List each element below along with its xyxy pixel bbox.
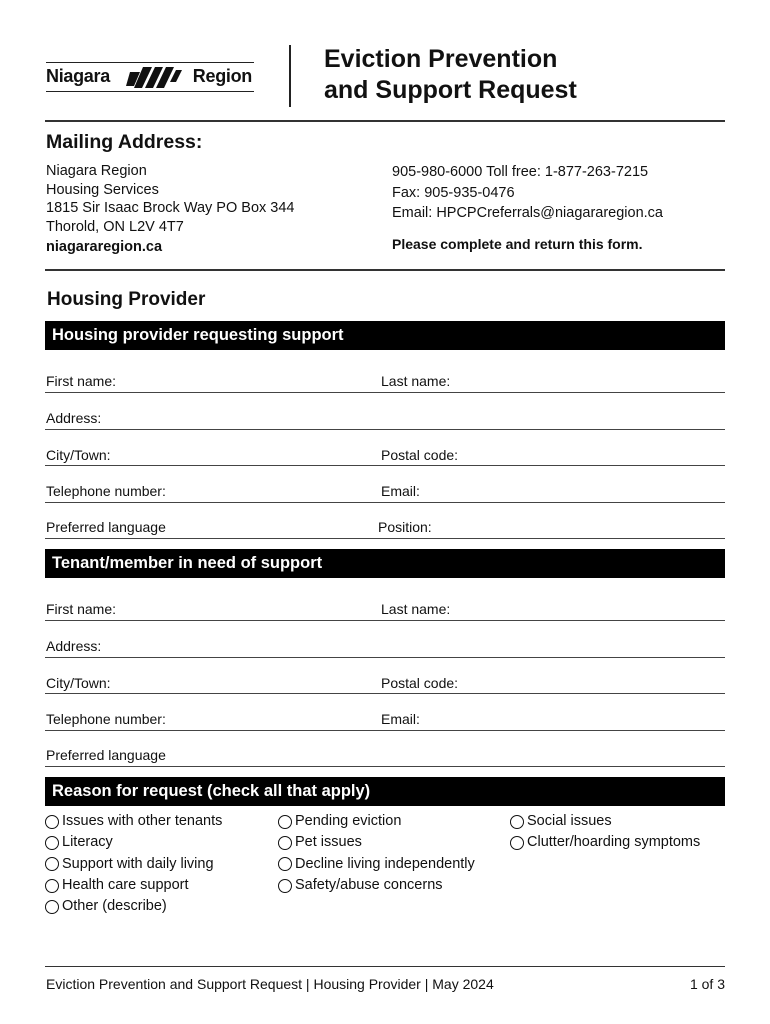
provider-section-bar: Housing provider requesting support [45,321,725,350]
reason-checkbox[interactable] [278,854,475,875]
reason-column-3 [510,811,700,854]
provider-last-name-label: Last name: [381,373,451,389]
fax-text: Fax: 905-935-0476 [392,184,515,201]
provider-city-label: City/Town: [46,447,111,463]
footer-text: Eviction Prevention and Support Request | Housing Provider | May 2024 [46,976,494,992]
radio-circle-icon[interactable] [45,836,59,850]
reason-checkbox[interactable] [278,832,475,853]
header-divider [289,45,291,107]
radio-circle-icon[interactable] [45,900,59,914]
radio-circle-icon[interactable] [45,857,59,871]
phone-text: 905-980-6000 Toll free: 1-877-263-7215 [392,164,649,180]
provider-email-label: Email: [381,483,420,499]
provider-telephone-label: Telephone number: [46,483,166,499]
provider-language-label: Preferred language [46,519,166,535]
reason-label: Pending eviction [295,813,402,829]
reason-checkbox[interactable] [510,832,700,853]
reason-section-bar: Reason for request (check all that apply) [45,777,725,806]
reason-label: Health care support [62,876,189,893]
radio-circle-icon[interactable] [45,815,59,829]
address-line: 1815 Sir Isaac Brock Way PO Box 344 [46,200,295,216]
tenant-first-name-label: First name: [46,601,117,617]
niagara-region-logo [46,62,254,92]
tenant-city-label: City/Town: [46,675,111,691]
reason-checkbox[interactable] [278,875,475,896]
tenant-city-field-line[interactable] [45,693,725,694]
provider-first-name-label: First name: [46,373,117,389]
reason-label: Literacy [62,834,113,851]
radio-circle-icon[interactable] [278,879,292,893]
page-number: 1 of 3 [689,976,725,992]
tenant-section-bar: Tenant/member in need of support [45,549,725,578]
mailing-address-block [46,162,295,257]
reason-checkbox[interactable] [45,875,222,896]
footer-rule [45,966,725,967]
reason-label: Social issues [527,813,612,829]
provider-position-label: Position: [378,519,432,535]
reason-checkbox[interactable] [510,811,700,832]
form-title [324,44,577,106]
provider-contact-field-line[interactable] [45,502,725,503]
radio-circle-icon[interactable] [510,815,524,829]
radio-circle-icon[interactable] [510,836,524,850]
tenant-telephone-label: Telephone number: [46,711,166,727]
reason-label: Issues with other tenants [62,813,223,829]
tenant-contact-field-line[interactable] [45,730,725,731]
provider-name-field-line[interactable] [45,392,725,393]
radio-circle-icon[interactable] [278,857,292,871]
radio-circle-icon[interactable] [45,879,59,893]
address-line: Thorold, ON L2V 4T7 [46,218,184,235]
tenant-name-field-line[interactable] [45,620,725,621]
logo-mark-icon [126,64,182,90]
radio-circle-icon[interactable] [278,815,292,829]
mailing-rule [45,269,725,271]
provider-address-field-line[interactable] [45,429,725,430]
reason-label: Decline living independently [295,855,475,872]
tenant-address-label: Address: [46,638,102,654]
housing-provider-heading: Housing Provider [47,289,206,310]
header-rule [45,120,725,122]
return-note: Please complete and return this form. [392,235,643,252]
address-line: Niagara Region [46,163,147,179]
provider-postal-label: Postal code: [381,447,459,463]
contact-block [392,162,663,254]
tenant-postal-label: Postal code: [381,675,459,691]
reason-column-2 [278,811,475,896]
logo-word-niagara: Niagara [46,66,110,86]
reason-label: Support with daily living [62,855,214,872]
website-link[interactable]: niagararegion.ca [46,239,163,255]
reason-label: Pet issues [295,834,362,851]
reason-checkbox[interactable] [45,811,222,832]
reason-checkbox[interactable] [45,854,222,875]
tenant-language-field-line[interactable] [45,766,725,767]
form-title-line2: and Support Request [324,76,577,104]
tenant-language-label: Preferred language [46,747,166,763]
reason-label: Clutter/hoarding symptoms [527,834,701,851]
provider-address-label: Address: [46,410,102,426]
reason-column-1 [45,811,222,917]
email-link[interactable]: Email: HPCPCreferrals@niagararegion.ca [392,205,663,221]
reason-checkbox[interactable] [45,896,222,917]
form-title-line1: Eviction Prevention [324,45,558,73]
reason-checkbox[interactable] [278,811,475,832]
reason-label: Other (describe) [62,898,167,915]
address-line: Housing Services [46,181,159,198]
radio-circle-icon[interactable] [278,836,292,850]
tenant-address-field-line[interactable] [45,657,725,658]
provider-city-field-line[interactable] [45,465,725,466]
tenant-last-name-label: Last name: [381,601,451,617]
tenant-email-label: Email: [381,711,420,727]
reason-label: Safety/abuse concerns [295,876,443,893]
logo-word-region: Region [192,66,252,86]
mailing-address-heading: Mailing Address: [46,131,203,153]
provider-language-field-line[interactable] [45,538,725,539]
reason-checkbox[interactable] [45,832,222,853]
